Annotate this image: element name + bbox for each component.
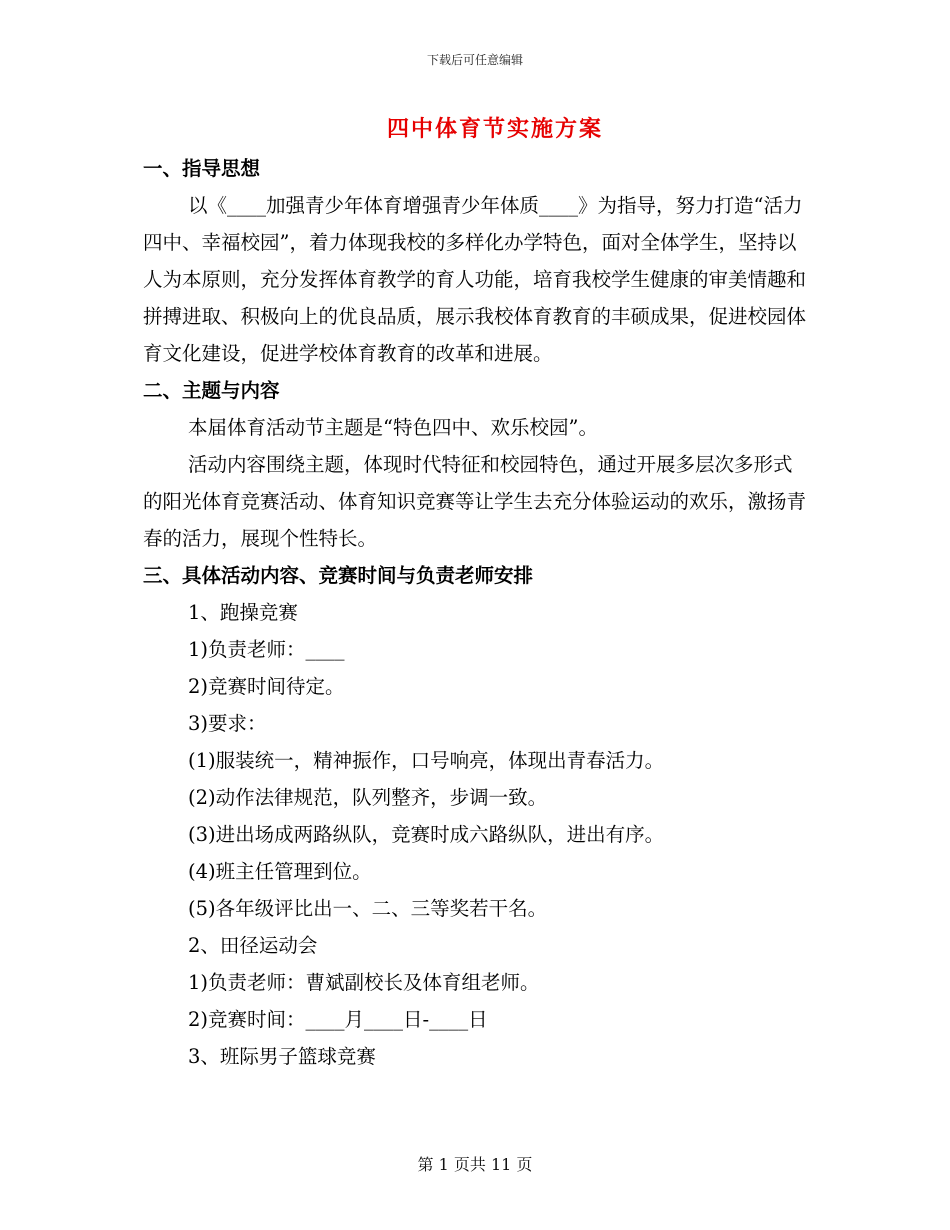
document-title: 四中体育节实施方案 (386, 116, 603, 142)
list-item: 1、跑操竞赛 (188, 601, 298, 624)
list-item: 3、班际男子篮球竞赛 (188, 1045, 376, 1068)
page-number: 第 1 页共 11 页 (417, 1155, 533, 1174)
list-item: (2)动作法律规范，队列整齐，步调一致。 (188, 786, 548, 809)
list-item: 2)竞赛时间：____月____日-____日 (188, 1008, 488, 1031)
paragraph: 活动内容围绕主题，体现时代特征和校园特色，通过开展多层次多形式的阳光体育竞赛活动、体育知识竞赛等让学生去充分体验运动的欢乐，激扬青春的活力，展现个性特长。 (143, 453, 807, 550)
list-item: (3)进出场成两路纵队，竞赛时成六路纵队，进出有序。 (188, 823, 665, 846)
section-heading: 二、主题与内容 (143, 379, 280, 402)
list-item: (1)服装统一，精神振作，口号响亮，体现出青春活力。 (188, 749, 665, 772)
list-item: 1)负责老师：____ (188, 638, 345, 661)
section-heading: 一、指导思想 (143, 157, 261, 180)
list-item: 3)要求： (188, 712, 267, 735)
list-item: (4)班主任管理到位。 (188, 860, 372, 883)
header-note: 下载后可任意编辑 (426, 53, 523, 67)
section-heading: 三、具体活动内容、竞赛时间与负责老师安排 (143, 564, 534, 587)
paragraph: 本届体育活动节主题是“特色四中、欢乐校园”。 (188, 416, 598, 439)
document-body (143, 150, 807, 1075)
list-item: 2)竞赛时间待定。 (188, 675, 345, 698)
list-item: 1)负责老师：曹斌副校长及体育组老师。 (188, 971, 540, 994)
list-item: 2、田径运动会 (188, 934, 318, 957)
paragraph: 以《____加强青少年体育增强青少年体质____》为指导，努力打造“活力四中、幸福校园”，着力体现我校的多样化办学特色，面对全体学生，坚持以人为本原则，充分发挥体育教学的育人功能，培育我校学生健康的审美情趣和拼搏进取、积极向上的优良品质，展示我校体育教育的丰硕成果，促进校园体育文化建设，促进学校体育教育的改革和进展。 (143, 194, 807, 365)
list-item: (5)各年级评比出一、二、三等奖若干名。 (188, 897, 548, 920)
